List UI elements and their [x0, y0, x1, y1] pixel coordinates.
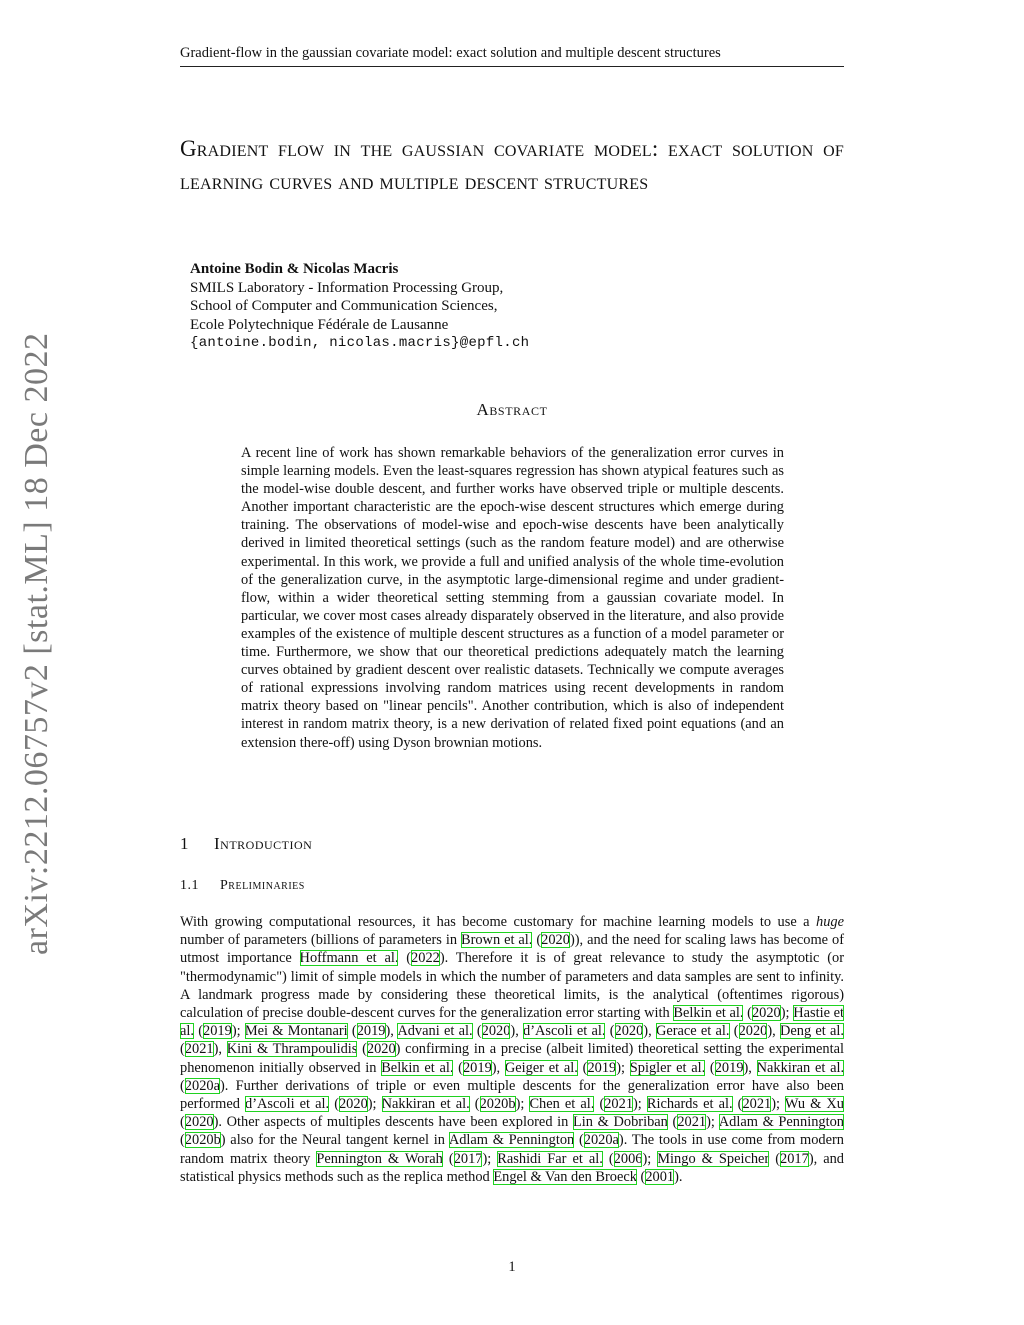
citation-year-link[interactable]: 2020: [184, 1114, 214, 1131]
citation-year-link[interactable]: 2020: [481, 1023, 511, 1040]
citation-year-link[interactable]: 2020: [614, 1023, 644, 1040]
text-span: (: [180, 1132, 185, 1149]
citation-year-link[interactable]: 2019: [203, 1023, 232, 1040]
affiliation-line: Ecole Polytechnique Fédérale de Lausanne: [190, 316, 449, 333]
citation-year-link[interactable]: 2021: [184, 1041, 214, 1058]
citation-year-link[interactable]: 2021: [742, 1096, 772, 1113]
citation-link[interactable]: Rashidi Far et al.: [497, 1150, 603, 1167]
citation-year-link[interactable]: 2020a: [583, 1132, 619, 1149]
citation-link[interactable]: Chen et al.: [529, 1096, 595, 1113]
text-span: );: [780, 1005, 794, 1022]
citation-year-link[interactable]: 2020: [541, 932, 570, 949]
citation-link[interactable]: Pennington & Worah: [316, 1150, 443, 1167]
text-span: ),: [743, 1059, 757, 1076]
text-span: (: [532, 932, 542, 949]
text-span: (: [636, 1168, 646, 1185]
text-span: );: [231, 1023, 245, 1040]
text-span: (: [180, 1041, 185, 1058]
text-span: ),: [767, 1023, 780, 1040]
text-span: ),: [491, 1059, 505, 1076]
text-span: number of parameters (billions of parameters in: [180, 932, 461, 949]
citation-link[interactable]: Adlam & Pennington: [718, 1114, 844, 1131]
citation-link[interactable]: d’Ascoli et al.: [523, 1023, 606, 1040]
citation-link[interactable]: Advani et al.: [397, 1023, 473, 1040]
text-span: (: [469, 1096, 480, 1113]
text-span: );: [706, 1114, 719, 1131]
citation-link[interactable]: Engel & Van den Broeck: [493, 1168, 637, 1185]
affiliation-line: School of Computer and Communication Sciences,: [190, 298, 498, 314]
citation-link[interactable]: Mei & Montanari: [244, 1023, 348, 1040]
text-span: ). Therefore it is of great relevance to study the asymptotic (or "thermodynamic") limit of simple models in which the number of parameters and data samples are sent to infinity. A landmark progress made by considering these theoretical limits, is the analytical (oftentimes rigorous) calculation of precise double-descent curves for the generalization error starting with: [180, 950, 844, 1022]
emphasis-huge: huge: [816, 914, 844, 930]
citation-link[interactable]: Richards et al.: [646, 1096, 733, 1113]
text-span: ),: [213, 1041, 227, 1058]
text-span: (: [769, 1150, 781, 1167]
citation-link[interactable]: Belkin et al.: [381, 1059, 454, 1076]
citation-link[interactable]: Mingo & Speicher: [657, 1150, 770, 1167]
citation-link[interactable]: Kini & Thrampoulidis: [226, 1041, 358, 1058]
citation-link[interactable]: Spigler et al.: [629, 1059, 706, 1076]
citation-link[interactable]: Belkin et al.: [673, 1005, 744, 1022]
text-span: ),: [385, 1023, 398, 1040]
citation-link[interactable]: Lin & Dobriban: [573, 1114, 668, 1131]
author-email[interactable]: {antoine.bodin, nicolas.macris}@epfl.ch: [190, 335, 530, 351]
text-span: (: [602, 1150, 614, 1167]
citation-link[interactable]: Wu & Xu: [784, 1096, 845, 1113]
citation-link[interactable]: Hoffmann et al.: [299, 950, 399, 967]
text-span: ), and statistical physics methods such as the replica method: [180, 1150, 844, 1185]
text-span: (: [729, 1023, 739, 1040]
text-span: ),: [643, 1023, 656, 1040]
text-span: );: [515, 1096, 530, 1113]
abstract-text: A recent line of work has shown remarkable behaviors of the generalization error curves in simple learning models. Even the least-squares regression has shown atypical features such as the model-wise double descent, and further works have observed triple or multiple descents. Another important characteristic are the epoch-wise descent structures which emerge during training. The observations of model-wise and epoch-wise descents have been analytically derived in limited theoretical settings (such as the random feature model) and are otherwise experimental. In this work, we provide a full and unified analysis of the whole time-evolution of the generalization curve, in the asymptotic large-dimensional regime and under gradient-flow, within a wider theoretical setting stemming from a gaussian covariate model. In particular, we cover most cases already disparately observed in the literature, and also provide examples of the existence of multiple descent structures as a function of a model parameter or time. Furthermore, we show that our theoretical predictions adequately match the learning curves obtained by gradient descent over realistic datasets. Technically we compute averages of rational expressions involving random matrices using recent developments in random matrix theory based on "linear pencils". Another contribution, which is also of independent interest in random matrix theory, is a new derivation of related fixed point equations (and an extension there-off) using Dyson brownian motions.: [241, 445, 784, 751]
intro-paragraph: [180, 913, 844, 1186]
citation-year-link[interactable]: 2019: [356, 1023, 386, 1040]
citation-year-link[interactable]: 2019: [714, 1059, 744, 1076]
citation-year-link[interactable]: 2020b: [184, 1132, 221, 1149]
text-span: (: [329, 1096, 339, 1113]
citation-year-link[interactable]: 2006: [613, 1150, 643, 1167]
citation-year-link[interactable]: 2017: [780, 1150, 809, 1167]
section-heading: [180, 834, 312, 854]
text-span: With growing computational resources, it has become customary for machine learning models to use a: [180, 914, 817, 930]
text-span: ).: [674, 1168, 683, 1185]
section-number: 1: [180, 834, 189, 853]
citation-year-link[interactable]: 2020: [366, 1041, 396, 1058]
citation-link[interactable]: Nakkiran et al.: [381, 1096, 470, 1113]
citation-year-link[interactable]: 2001: [645, 1168, 675, 1185]
text-span: ). Further derivations of triple or even multiple descents for the generalization error have also been performed: [180, 1077, 844, 1113]
author-block: [190, 260, 790, 353]
text-span: );: [367, 1096, 382, 1113]
citation-year-link[interactable]: 2020b: [479, 1096, 516, 1113]
citation-year-link[interactable]: 2021: [604, 1096, 634, 1113]
text-span: (: [705, 1059, 715, 1076]
text-span: (: [577, 1059, 588, 1076]
citation-link[interactable]: Hastie et al.: [180, 1005, 845, 1040]
citation-year-link[interactable]: 2022: [411, 950, 440, 967]
text-span: (: [442, 1150, 454, 1167]
text-span: (: [357, 1041, 367, 1058]
citation-link[interactable]: Gerace et al.: [655, 1023, 730, 1040]
text-span: (: [398, 950, 412, 967]
text-span: (: [605, 1023, 615, 1040]
text-span: );: [642, 1150, 658, 1167]
citation-link[interactable]: Adlam & Pennington: [448, 1132, 575, 1149]
citation-year-link[interactable]: 2019: [462, 1059, 492, 1076]
text-span: ),: [510, 1023, 524, 1040]
citation-year-link[interactable]: 2020: [751, 1005, 781, 1022]
page-number: 1: [508, 1259, 516, 1275]
subsection-title: Preliminaries: [220, 878, 305, 893]
affiliation-line: SMILS Laboratory - Information Processing Group,: [190, 279, 504, 296]
citation-link[interactable]: Geiger et al.: [504, 1059, 578, 1076]
text-span: );: [771, 1096, 785, 1113]
text-span: );: [482, 1150, 498, 1167]
text-span: (: [193, 1023, 204, 1040]
abstract-heading: Abstract: [476, 400, 548, 419]
text-span: )), and the need for scaling laws has become of utmost importance: [180, 932, 844, 967]
text-span: (: [743, 1005, 752, 1022]
text-span: ). The tools in use come from modern random matrix theory: [180, 1132, 844, 1167]
text-span: );: [616, 1059, 630, 1076]
arxiv-stamp[interactable]: arXiv:2212.06757v2 [stat.ML] 18 Dec 2022: [18, 332, 55, 955]
text-span: ) also for the Neural tangent kernel in: [220, 1132, 449, 1149]
running-head: Gradient-flow in the gaussian covariate model: exact solution and multiple descent structures: [180, 44, 844, 67]
text-span: (: [180, 1077, 185, 1094]
text-span: (: [347, 1023, 357, 1040]
citation-link[interactable]: Brown et al.: [460, 932, 533, 949]
author-names: Antoine Bodin & Nicolas Macris: [190, 261, 399, 277]
text-span: ) confirming in a precise (albeit limited) theoretical setting the experimental phenomenon initially observed in: [180, 1041, 844, 1076]
text-span: );: [633, 1096, 647, 1113]
paper-title: Gradient flow in the gaussian covariate model: exact solution of learning curves and multiple descent structures: [180, 136, 844, 194]
text-span: (: [472, 1023, 482, 1040]
text-span: (: [594, 1096, 605, 1113]
text-span: (: [667, 1114, 678, 1131]
citation-link[interactable]: d’Ascoli et al.: [245, 1096, 330, 1113]
citation-year-link[interactable]: 2017: [453, 1150, 483, 1167]
text-span: (: [453, 1059, 463, 1076]
citation-year-link[interactable]: 2020: [738, 1023, 768, 1040]
citation-year-link[interactable]: 2019: [587, 1059, 617, 1076]
citation-link[interactable]: Nakkiran et al.: [756, 1059, 845, 1076]
citation-year-link[interactable]: 2020: [338, 1096, 368, 1113]
subsection-heading: [180, 878, 305, 894]
text-span: (: [732, 1096, 743, 1113]
citation-year-link[interactable]: 2021: [677, 1114, 707, 1131]
subsection-number: 1.1: [180, 878, 199, 893]
text-span: ). Other aspects of multiples descents have been explored in: [213, 1114, 574, 1131]
text-span: (: [574, 1132, 584, 1149]
citation-link[interactable]: Deng et al.: [780, 1023, 845, 1040]
citation-year-link[interactable]: 2020a: [184, 1077, 220, 1094]
text-span: (: [180, 1114, 185, 1131]
section-title: Introduction: [214, 834, 313, 853]
